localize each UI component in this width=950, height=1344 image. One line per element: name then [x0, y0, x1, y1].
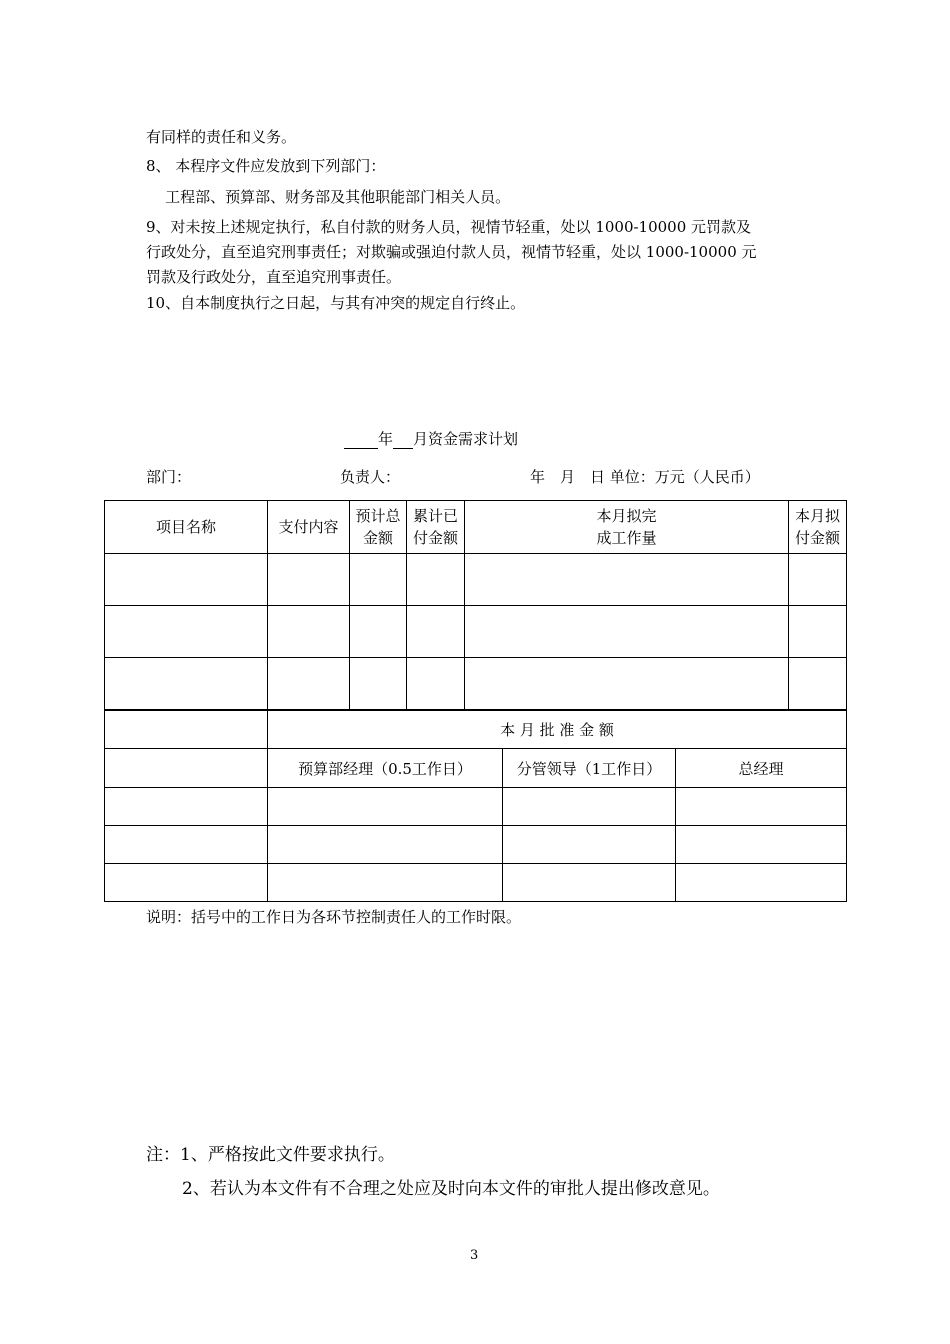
- form-title-rest: 月资金需求计划: [413, 430, 519, 448]
- paragraph-6: 罚款及行政处分，直至追究刑事责任。: [146, 268, 402, 286]
- table-row: [105, 554, 847, 606]
- table-row: [105, 606, 847, 658]
- plan-table: [104, 500, 847, 710]
- paragraph-5: 行政处分，直至追究刑事责任；对欺骗或强迫付款人员，视情节轻重，处以 1000-10000 元: [146, 243, 757, 261]
- col-estimated-total: 预计总 金额: [350, 501, 407, 554]
- paragraph-2: 8、 本程序文件应发放到下列部门：: [146, 157, 386, 175]
- paragraph-3: 工程部、预算部、财务部及其他职能部门相关人员。: [146, 188, 511, 206]
- note-line-1: 注：1、严格按此文件要求执行。: [146, 1145, 395, 1165]
- col-budget-manager: 预算部经理（0.5工作日）: [268, 749, 503, 788]
- paragraph-7: 10、自本制度执行之日起，与其有冲突的规定自行终止。: [146, 294, 526, 312]
- col-general-manager: 总经理: [676, 749, 847, 788]
- table-row: [105, 788, 847, 826]
- owner-label: 负责人：: [340, 468, 401, 486]
- paragraph-4: 9、对未按上述规定执行，私自付款的财务人员，视情节轻重，处以 1000-10000 元罚款及: [146, 218, 752, 236]
- table-row: [105, 864, 847, 902]
- approval-title-row: [105, 711, 847, 749]
- date-unit-label: 年 月 日 单位：万元（人民币）: [530, 468, 760, 486]
- form-title-year: 年: [378, 430, 394, 448]
- table-row: [105, 658, 847, 710]
- plan-header-row: [105, 501, 847, 554]
- col-project-name: 项目名称: [105, 501, 268, 554]
- col-paid-total: 累计已 付金额: [407, 501, 465, 554]
- note-line-2: 2、若认为本文件有不合理之处应及时向本文件的审批人提出修改意见。: [182, 1179, 720, 1199]
- dept-label: 部门：: [146, 468, 192, 486]
- table-row: [105, 826, 847, 864]
- approval-table: [104, 710, 847, 902]
- col-payment-content: 支付内容: [268, 501, 350, 554]
- col-leader: 分管领导（1工作日）: [503, 749, 676, 788]
- paragraph-1: 有同样的责任和义务。: [146, 128, 297, 146]
- col-work-planned: 本月拟完 成工作量: [465, 501, 789, 554]
- approval-header-row: [105, 749, 847, 788]
- approved-amount-label: 本 月 批 准 金 额: [268, 711, 847, 749]
- form-title: [344, 428, 518, 449]
- col-planned-payment: 本月拟 付金额: [789, 501, 847, 554]
- page-number: 3: [470, 1248, 479, 1263]
- form-remark: 说明：括号中的工作日为各环节控制责任人的工作时限。: [146, 908, 522, 926]
